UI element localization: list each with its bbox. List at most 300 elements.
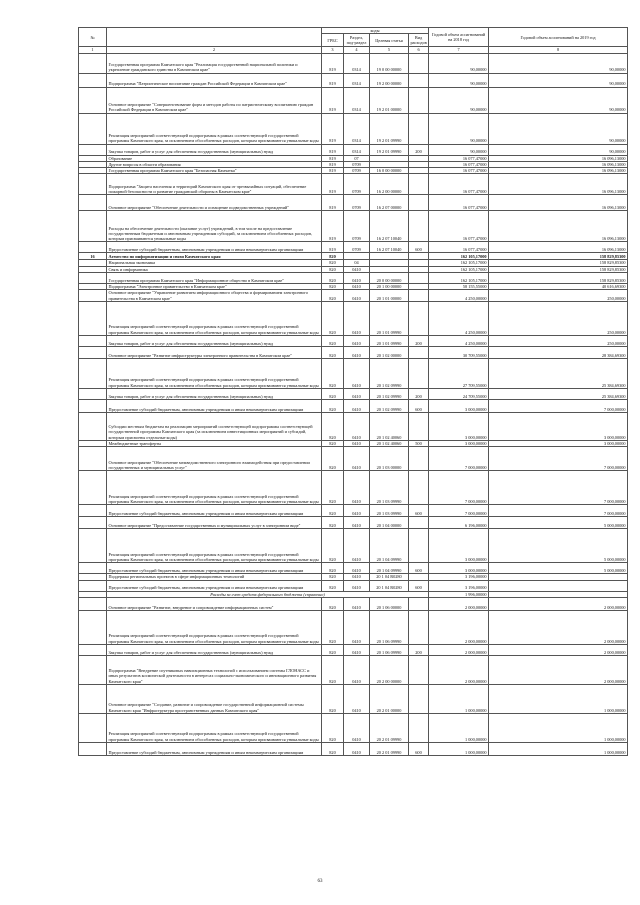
row-vr <box>409 684 429 713</box>
row-name: Реализация мероприятий соответствующей подпрограммы в рамках соответствующей государственной программы Камчатского края, за исключением обособленных расходов, которым присваиваются уникальные коды <box>107 610 322 644</box>
row-number <box>79 471 107 505</box>
row-amount-2018: 2 000,00000 <box>429 610 489 644</box>
row-section: 0410 <box>344 505 370 517</box>
col-header-2019: Годовой объем ассигнований на 2019 год <box>489 28 628 47</box>
table-row <box>79 610 628 644</box>
row-amount-2018: 1 996,00000 <box>429 591 489 597</box>
row-number <box>79 655 107 684</box>
row-section: 0314 <box>344 113 370 144</box>
row-section: 0410 <box>344 644 370 655</box>
row-section: 0410 <box>344 517 370 529</box>
row-target: 16 0 00 00000 <box>370 168 409 174</box>
row-amount-2018: 2 000,00000 <box>429 644 489 655</box>
row-section: 0410 <box>344 597 370 610</box>
row-number <box>79 610 107 644</box>
row-name: Государственная программа Камчатского края "Информационное общество в Камчатском крае" <box>107 273 322 284</box>
row-grbs: 820 <box>322 266 344 272</box>
row-number <box>79 290 107 302</box>
row-vr <box>409 610 429 644</box>
row-vr <box>409 713 429 742</box>
row-name: Предоставление субсидий бюджетным, автономным учреждениям и иным некоммерческим организациям <box>107 399 322 412</box>
row-target: 16 2 07 10040 <box>370 211 409 242</box>
row-target: 20 1 02 09990 <box>370 358 409 388</box>
row-section: 0709 <box>344 168 370 174</box>
row-amount-2019: 1 000,00000 <box>489 713 628 742</box>
table-row <box>79 87 628 113</box>
row-section: 0410 <box>344 580 370 591</box>
row-target: 20 1 06 09990 <box>370 644 409 655</box>
table-row <box>79 644 628 655</box>
row-target: 20 1 01 09990 <box>370 335 409 346</box>
row-grbs: 820 <box>322 597 344 610</box>
row-amount-2019: 158 829,85300 <box>489 273 628 284</box>
row-grbs: 820 <box>322 412 344 440</box>
row-name: Субсидии местным бюджетам на реализацию мероприятий соответствующей подпрограммы соответствующей государственной программы Камчатского края (за исключением инвестиционных мероприятий и субсидий, которым присвоены отдельные коды) <box>107 412 322 440</box>
row-target: 20 1 02 09990 <box>370 399 409 412</box>
row-vr: 600 <box>409 742 429 755</box>
row-grbs: 820 <box>322 655 344 684</box>
row-name: Реализация мероприятий соответствующей подпрограммы в рамках соответствующей государственной программы Камчатского края, за исключением обособленных расходов, которым присваиваются уникальные коды <box>107 301 322 335</box>
row-amount-2018: 4 250,00000 <box>429 301 489 335</box>
row-number <box>79 684 107 713</box>
row-name: Подпрограмма "Внедрение спутниковых навигационных технологий с использованием системы ГЛОНАСС и иных результатов космической деятельности в интересах социально-экономического и инновационного развития Камчатского края" <box>107 655 322 684</box>
row-target: 20 1 02 09990 <box>370 388 409 399</box>
row-number <box>79 529 107 563</box>
row-name: Предоставление субсидий бюджетным, автономным учреждениям и иным некоммерческим организациям <box>107 505 322 517</box>
row-grbs: 820 <box>322 713 344 742</box>
row-target: 20 2 01 09990 <box>370 713 409 742</box>
budget-table <box>78 27 628 756</box>
row-amount-2018: 162 105,17000 <box>429 260 489 266</box>
row-amount-2018: 3 000,00000 <box>429 563 489 574</box>
row-number <box>79 563 107 574</box>
table-row <box>79 144 628 155</box>
row-amount-2019: 25 384,69300 <box>489 388 628 399</box>
row-grbs: 820 <box>322 358 344 388</box>
column-index-4: 4 <box>344 47 370 53</box>
row-target: 19 2 01 09990 <box>370 113 409 144</box>
row-grbs: 819 <box>322 211 344 242</box>
page-number: 63 <box>317 879 323 884</box>
row-amount-2019: 7 000,00000 <box>489 505 628 517</box>
col-header-number: № <box>79 28 107 47</box>
row-section: 0410 <box>344 266 370 272</box>
row-number <box>79 273 107 284</box>
row-name: Подпрограмма "Электронное правительство в Камчатском крае" <box>107 284 322 290</box>
row-target: 20 1 01 00000 <box>370 290 409 302</box>
column-index-8: 8 <box>489 47 628 53</box>
row-grbs: 820 <box>322 563 344 574</box>
row-amount-2018: 7 000,00000 <box>429 505 489 517</box>
row-vr <box>409 412 429 440</box>
row-name: Предоставление субсидий бюджетным, автономным учреждениям и иным некоммерческим организациям <box>107 242 322 253</box>
table-row <box>79 195 628 211</box>
row-name: Закупка товаров, работ и услуг для обеспечения государственных (муниципальных) нужд <box>107 388 322 399</box>
row-name: Основное мероприятие "Развитие инфраструктуры электронного правительства в Камчатском крае" <box>107 346 322 358</box>
row-target: 20 1 02 40060 <box>370 440 409 446</box>
row-vr: 600 <box>409 563 429 574</box>
row-section: 0314 <box>344 53 370 73</box>
row-vr <box>409 655 429 684</box>
table-row <box>79 505 628 517</box>
row-grbs: 820 <box>322 440 344 446</box>
row-amount-2018: 3 000,00000 <box>429 529 489 563</box>
row-grbs: 820 <box>322 644 344 655</box>
row-grbs: 819 <box>322 73 344 87</box>
row-vr <box>409 597 429 610</box>
row-vr: 600 <box>409 242 429 253</box>
row-number <box>79 335 107 346</box>
row-section: 0709 <box>344 195 370 211</box>
row-grbs: 820 <box>322 610 344 644</box>
row-name: Реализация мероприятий соответствующей подпрограммы в рамках соответствующей государственной программы Камчатского края, за исключением обособленных расходов, которым присваиваются уникальные коды <box>107 529 322 563</box>
row-grbs: 819 <box>322 144 344 155</box>
row-name: Реализация мероприятий соответствующей подпрограммы в рамках соответствующей государственной программы Камчатского края, за исключением обособленных расходов, которым присваиваются уникальные коды <box>107 713 322 742</box>
row-note: Расходы за счет средств федерального бюджета (справочно) <box>107 591 429 597</box>
row-name: Другие вопросы в области образования <box>107 161 322 167</box>
row-section: 0709 <box>344 242 370 253</box>
row-amount-2018: 16 077,47000 <box>429 242 489 253</box>
row-name: Подпрограмма "Защита населения и территорий Камчатского края от чрезвычайных ситуаций, обеспечение пожарной безопасности и развитие гражданской обороны в Камчатском крае" <box>107 174 322 195</box>
row-vr <box>409 290 429 302</box>
row-target: 20 1 02 00000 <box>370 346 409 358</box>
row-vr <box>409 195 429 211</box>
row-amount-2018: 90,00000 <box>429 113 489 144</box>
row-amount-2019: 16 096,13000 <box>489 168 628 174</box>
row-amount-2019: 5 000,00000 <box>489 529 628 563</box>
row-number <box>79 211 107 242</box>
col-header-codes: коды <box>322 28 429 34</box>
row-grbs: 819 <box>322 53 344 73</box>
row-target: 19 0 00 00000 <box>370 53 409 73</box>
row-number <box>79 644 107 655</box>
row-amount-2018: 3 000,00000 <box>429 399 489 412</box>
row-amount-2018: 90,00000 <box>429 144 489 155</box>
row-grbs: 820 <box>322 335 344 346</box>
row-target: 20 0 00 00000 <box>370 273 409 284</box>
row-number <box>79 346 107 358</box>
row-vr <box>409 358 429 388</box>
row-target: 20 1 03 09990 <box>370 505 409 517</box>
row-target: 20 2 01 00000 <box>370 684 409 713</box>
row-amount-2019: 158 829,85300 <box>489 253 628 260</box>
row-name: Национальная экономика <box>107 260 322 266</box>
row-name: Реализация мероприятий соответствующей подпрограммы в рамках соответствующей государственной программы Камчатского края, за исключением обособленных расходов, которым присваиваются уникальные коды <box>107 113 322 144</box>
row-target: 20 1 02 40060 <box>370 412 409 440</box>
row-name: Основное мероприятие "Управление развитием информационного общества и формированием электронного правительства в Камчатском крае" <box>107 290 322 302</box>
row-number <box>79 73 107 87</box>
table-row <box>79 388 628 399</box>
row-section: 0410 <box>344 301 370 335</box>
row-section: 0410 <box>344 574 370 580</box>
row-amount-2019: 25 384,69300 <box>489 358 628 388</box>
row-vr <box>409 53 429 73</box>
row-amount-2018: 2 000,00000 <box>429 655 489 684</box>
table-row <box>79 517 628 529</box>
row-amount-2019: 7 000,00000 <box>489 399 628 412</box>
row-amount-2019 <box>489 580 628 591</box>
row-amount-2019: 16 096,13000 <box>489 161 628 167</box>
row-amount-2018: 7 000,00000 <box>429 471 489 505</box>
row-section: 0410 <box>344 412 370 440</box>
row-name: Основное мероприятие "Развитие, внедрение и сопровождение информационных систем" <box>107 597 322 610</box>
row-target: 20 1 06 09990 <box>370 610 409 644</box>
table-row <box>79 684 628 713</box>
row-name: Агентство по информатизации и связи Камчатского края <box>107 253 322 260</box>
row-section: 0410 <box>344 358 370 388</box>
row-number <box>79 597 107 610</box>
row-vr <box>409 471 429 505</box>
row-number <box>79 412 107 440</box>
column-index-3: 3 <box>322 47 344 53</box>
row-vr: 600 <box>409 505 429 517</box>
table-row <box>79 253 628 260</box>
row-section: 0410 <box>344 273 370 284</box>
row-amount-2019: 3 000,00000 <box>489 412 628 440</box>
row-amount-2019: 40 616,69300 <box>489 284 628 290</box>
row-grbs: 820 <box>322 273 344 284</box>
row-section: 0410 <box>344 388 370 399</box>
row-grbs: 820 <box>322 471 344 505</box>
row-amount-2018: 6 196,00000 <box>429 517 489 529</box>
row-number <box>79 301 107 335</box>
row-target: 16 2 00 00000 <box>370 174 409 195</box>
row-section: 0410 <box>344 290 370 302</box>
row-name: Предоставление субсидий бюджетным, автономным учреждениям и иным некоммерческим организациям <box>107 742 322 755</box>
row-grbs: 819 <box>322 113 344 144</box>
row-section: 0709 <box>344 174 370 195</box>
row-amount-2018: 16 077,47000 <box>429 168 489 174</box>
row-vr <box>409 273 429 284</box>
row-target: 16 2 07 00000 <box>370 195 409 211</box>
row-vr <box>409 253 429 260</box>
row-name: Расходы на обеспечение деятельности (оказание услуг) учреждений, в том числе на предоставление государственным бюджетным и автономным учреждениям субсидий, за исключением обособленных расходов, которым присваиваются уникальные коды <box>107 211 322 242</box>
row-amount-2019: 2 000,00000 <box>489 597 628 610</box>
row-number <box>79 580 107 591</box>
row-vr <box>409 87 429 113</box>
table-row <box>79 73 628 87</box>
row-amount-2019: 5 000,00000 <box>489 563 628 574</box>
row-grbs: 819 <box>322 87 344 113</box>
row-amount-2019: 16 096,13000 <box>489 242 628 253</box>
row-section: 0314 <box>344 73 370 87</box>
row-amount-2018: 90,00000 <box>429 73 489 87</box>
col-header-name <box>107 28 322 47</box>
table-row <box>79 597 628 610</box>
row-number <box>79 242 107 253</box>
row-amount-2018: 3 000,00000 <box>429 412 489 440</box>
row-number <box>79 447 107 471</box>
row-amount-2019: 158 829,85300 <box>489 266 628 272</box>
row-section: 0410 <box>344 399 370 412</box>
row-amount-2019: 16 096,13000 <box>489 211 628 242</box>
row-name: Государственная программа Камчатского края "Безопасная Камчатка" <box>107 168 322 174</box>
row-amount-2019: 7 000,00000 <box>489 471 628 505</box>
row-amount-2019: 7 000,00000 <box>489 447 628 471</box>
column-index-5: 5 <box>370 47 409 53</box>
row-name: Основное мероприятие "Обеспечение деятельности и оснащение подведомственных учреждений" <box>107 195 322 211</box>
row-target: 20 1 04 09990 <box>370 563 409 574</box>
row-amount-2019: 90,00000 <box>489 73 628 87</box>
row-vr: 200 <box>409 144 429 155</box>
row-amount-2019: 5 000,00000 <box>489 517 628 529</box>
row-target: 20 1 04 09990 <box>370 529 409 563</box>
row-target <box>370 253 409 260</box>
row-section: 0410 <box>344 447 370 471</box>
col-header-target: Целевая статья <box>370 34 409 47</box>
row-grbs: 820 <box>322 399 344 412</box>
row-target: 20 1 04 00000 <box>370 517 409 529</box>
row-grbs: 820 <box>322 580 344 591</box>
row-grbs: 819 <box>322 161 344 167</box>
row-section: 0410 <box>344 335 370 346</box>
row-name: Образование <box>107 155 322 161</box>
row-amount-2018: 16 077,47000 <box>429 174 489 195</box>
row-amount-2018: 3 196,00000 <box>429 574 489 580</box>
row-amount-2019: 16 096,13000 <box>489 195 628 211</box>
row-target: 20 1 01 09990 <box>370 301 409 335</box>
row-grbs: 820 <box>322 388 344 399</box>
row-vr <box>409 211 429 242</box>
row-section: 0314 <box>344 87 370 113</box>
row-vr <box>409 73 429 87</box>
row-target: 20 1 06 00000 <box>370 597 409 610</box>
row-amount-2018: 4 250,00000 <box>429 290 489 302</box>
row-amount-2018: 3 196,00000 <box>429 580 489 591</box>
row-target: 20 1 04 R0280 <box>370 580 409 591</box>
row-number <box>79 505 107 517</box>
row-grbs: 820 <box>322 684 344 713</box>
row-amount-2019: 2 000,00000 <box>489 644 628 655</box>
row-section: 0314 <box>344 144 370 155</box>
row-number <box>79 713 107 742</box>
row-amount-2018: 30 709,55000 <box>429 346 489 358</box>
table-row <box>79 447 628 471</box>
row-section: 0410 <box>344 346 370 358</box>
table-row <box>79 53 628 73</box>
row-amount-2018: 2 000,00000 <box>429 597 489 610</box>
row-grbs: 820 <box>322 346 344 358</box>
row-vr <box>409 529 429 563</box>
row-amount-2019: 1 000,00000 <box>489 742 628 755</box>
table-row <box>79 290 628 302</box>
row-target: 20 1 03 00000 <box>370 447 409 471</box>
row-section: 0410 <box>344 742 370 755</box>
row-section: 0410 <box>344 684 370 713</box>
row-grbs: 819 <box>322 168 344 174</box>
row-section: 0709 <box>344 211 370 242</box>
row-amount-2019: 28 384,69300 <box>489 346 628 358</box>
row-grbs: 820 <box>322 284 344 290</box>
row-vr <box>409 301 429 335</box>
row-amount-2019: 3 000,00000 <box>489 440 628 446</box>
table-row <box>79 655 628 684</box>
col-header-2018: Годовой объем ассигнований на 2018 год <box>429 28 489 47</box>
row-name: Государственная программа Камчатского края "Реализация государственной национальной политики и укрепление гражданского единства в Камчатском крае" <box>107 53 322 73</box>
row-amount-2019: 250,00000 <box>489 335 628 346</box>
row-amount-2018: 4 250,00000 <box>429 335 489 346</box>
row-amount-2018: 162 105,17000 <box>429 253 489 260</box>
row-grbs: 819 <box>322 195 344 211</box>
row-target: 20 1 03 09990 <box>370 471 409 505</box>
row-number <box>79 174 107 195</box>
table-row <box>79 529 628 563</box>
row-section: 04 <box>344 260 370 266</box>
row-target: 20 2 01 09990 <box>370 742 409 755</box>
col-header-grbs: ГРБС <box>322 34 344 47</box>
row-name: Межбюджетные трансферты <box>107 440 322 446</box>
table-row <box>79 113 628 144</box>
row-vr: 200 <box>409 388 429 399</box>
row-number <box>79 517 107 529</box>
row-name: Основное мероприятие "Обеспечение межведомственного электронного взаимодействия при предоставлении государственных и муниципальных услуг" <box>107 447 322 471</box>
row-section: 0410 <box>344 284 370 290</box>
col-header-section: Раздел, под-раздел <box>344 34 370 47</box>
column-index-2: 2 <box>107 47 322 53</box>
row-grbs: 820 <box>322 574 344 580</box>
row-number <box>79 113 107 144</box>
row-amount-2019: 158 829,85300 <box>489 260 628 266</box>
row-amount-2019: 1 000,00000 <box>489 684 628 713</box>
table-row <box>79 399 628 412</box>
table-row <box>79 580 628 591</box>
row-grbs: 819 <box>322 242 344 253</box>
table-row <box>79 412 628 440</box>
row-amount-2018: 3 000,00000 <box>429 440 489 446</box>
row-grbs: 819 <box>322 155 344 161</box>
row-name: Предоставление субсидий бюджетным, автономным учреждениям и иным некоммерческим организациям <box>107 563 322 574</box>
row-vr <box>409 517 429 529</box>
row-amount-2019: 2 000,00000 <box>489 610 628 644</box>
row-number <box>79 388 107 399</box>
col-header-vr: Вид расходов <box>410 35 427 46</box>
row-grbs: 820 <box>322 505 344 517</box>
row-amount-2018: 162 105,17000 <box>429 273 489 284</box>
row-name: Основное мероприятие "Создание, развитие и сопровождение государственной информационной системы Камчатского края "Инфраструктура пространственных данных Камчатского края" <box>107 684 322 713</box>
table-row <box>79 301 628 335</box>
row-amount-2018: 27 709,55000 <box>429 358 489 388</box>
table-row <box>79 211 628 242</box>
row-vr <box>409 174 429 195</box>
row-section: 0410 <box>344 440 370 446</box>
row-section: 0709 <box>344 161 370 167</box>
row-vr: 600 <box>409 580 429 591</box>
row-number <box>79 144 107 155</box>
row-vr: 500 <box>409 440 429 446</box>
row-grbs: 820 <box>322 260 344 266</box>
row-number <box>79 358 107 388</box>
row-amount-2018: 7 000,00000 <box>429 447 489 471</box>
row-section: 0410 <box>344 655 370 684</box>
row-grbs: 820 <box>322 301 344 335</box>
row-target: 19 2 01 00000 <box>370 87 409 113</box>
row-amount-2018: 1 000,00000 <box>429 742 489 755</box>
table-row <box>79 335 628 346</box>
row-amount-2019: 16 096,13000 <box>489 155 628 161</box>
table-row <box>79 742 628 755</box>
row-grbs: 820 <box>322 517 344 529</box>
row-amount-2018: 1 000,00000 <box>429 684 489 713</box>
row-name: Поддержка региональных проектов в сфере информационных технологий <box>107 574 322 580</box>
row-section: 0410 <box>344 610 370 644</box>
row-amount-2018: 58 155,55000 <box>429 284 489 290</box>
row-amount-2018: 1 000,00000 <box>429 713 489 742</box>
row-amount-2019: 90,00000 <box>489 144 628 155</box>
row-target: 19 2 00 00000 <box>370 73 409 87</box>
row-target: 20 2 00 00000 <box>370 655 409 684</box>
table-row <box>79 358 628 388</box>
row-number <box>79 87 107 113</box>
